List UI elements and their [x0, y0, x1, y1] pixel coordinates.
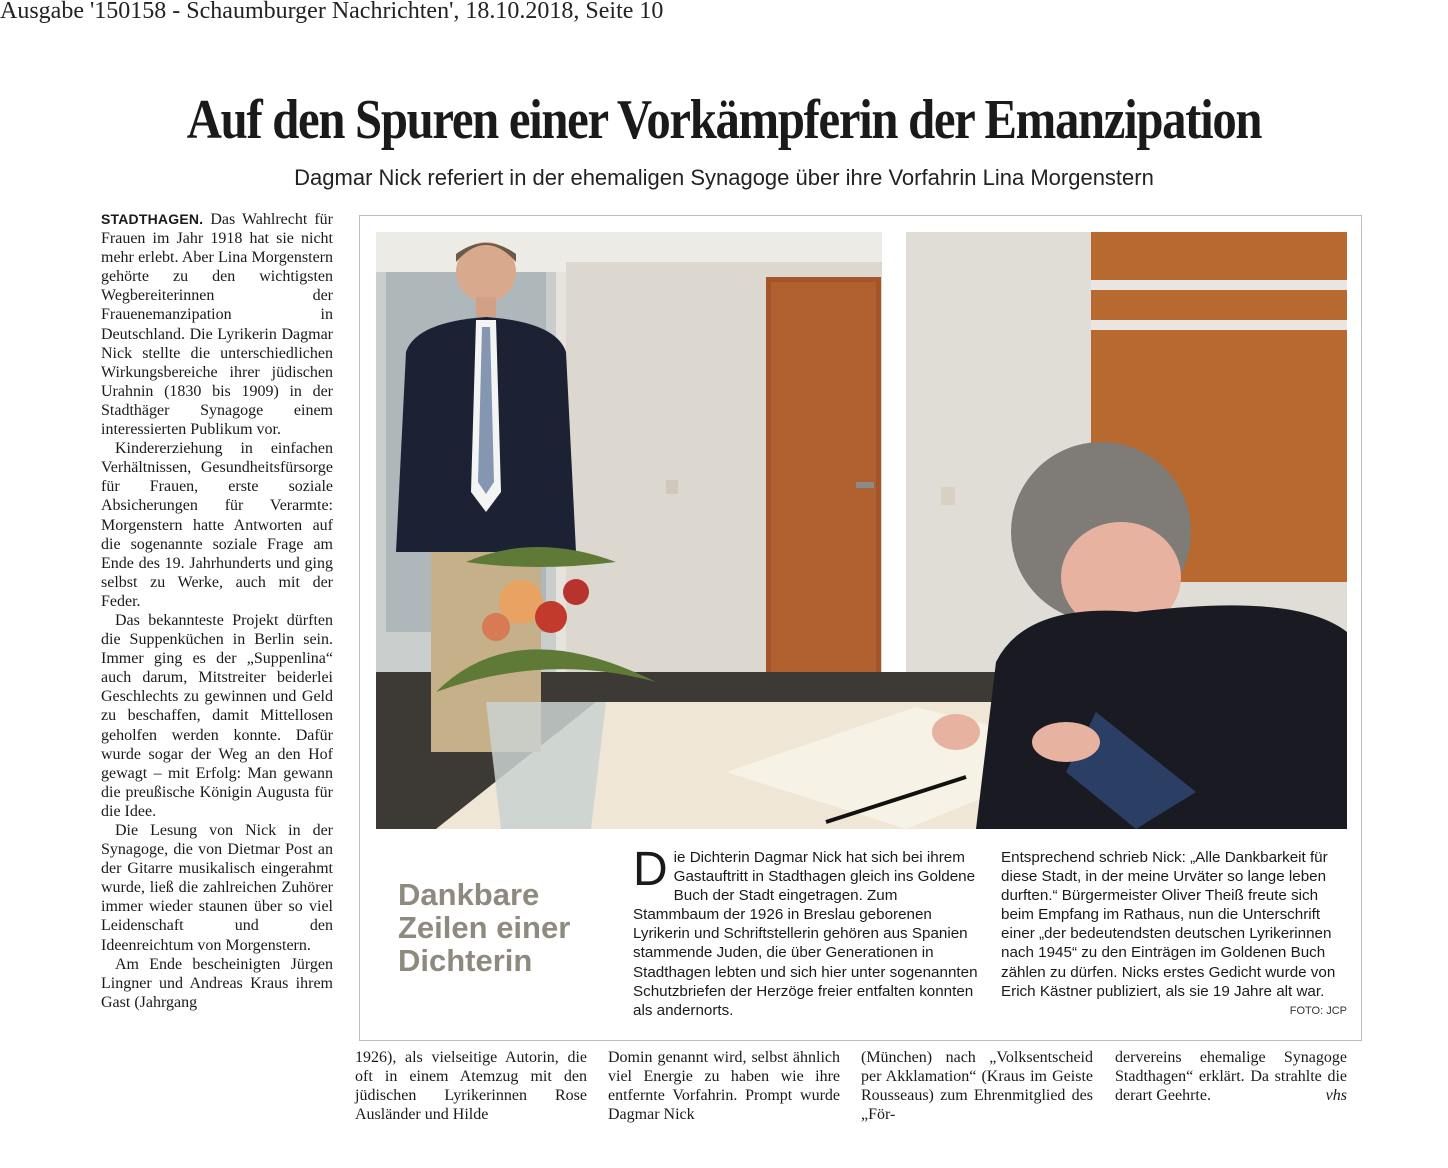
photo-kicker: Dankbare Zeilen einer Dichterin: [398, 877, 571, 978]
article-paragraph: (München) nach „Volksentscheid per Akklamation“ (Kraus im Geiste Rousseaus) zum Ehrenmitglied des „För-: [861, 1049, 1093, 1124]
dateline: STADTHAGEN.: [101, 211, 204, 227]
article-paragraph: Das bekannteste Projekt dürften die Suppenküchen in Berlin sein. Immer ging es der „Suppenlina“ auch darum, Mitstreiter beiderlei Geschlechts zu gewinnen und Geld zu beschaffen, damit Mittellosen geholfen werden konnte. Dafür wurde sogar der Weg an den Hof gewagt – mit Erfolg: Man gewann die preußische Königin Augusta für die Idee.: [101, 611, 333, 820]
article-column-3: [608, 1048, 840, 1124]
article-column-4: [861, 1048, 1093, 1124]
photo-caption-column-1: [633, 843, 980, 1020]
article-paragraph: dervereins ehemalige Synagoge Stadthagen“ erklärt. Da strahlte die derart Geehrte.: [1115, 1049, 1347, 1105]
article-paragraph: Die Lesung von Nick in der Synagoge, die von Dietmar Post an der Gitarre musikalisch eingerahmt wurde, ließ die zahlreichen Zuhörer immer wieder staunen über so viel Leidenschaft und den Ideenreichtum von Morgenstern.: [101, 822, 333, 954]
article-paragraph: 1926), als vielseitige Autorin, die oft in einem Atemzug mit den jüdischen Lyrikerinnen Rose Ausländer und Hilde: [355, 1049, 587, 1124]
edition-line: Ausgabe '150158 - Schaumburger Nachrichten', 18.10.2018, Seite 10: [0, 0, 664, 24]
article-photo: [376, 232, 1347, 829]
paragraph-text: Das Wahlrecht für Frauen im Jahr 1918 hat sie nicht mehr erlebt. Aber Lina Morgenstern gehörte zu den wichtigsten Wegbereiterinnen der Frauenemanzipation in Deutschland. Die Lyrikerin Dagmar Nick stellte die unterschiedlichen Wirkungsbereiche ihrer jüdischen Urahnin (1830 bis 1909) in der Stadthäger Synagoge einem interessierten Publikum vor.: [101, 211, 334, 439]
article-paragraph: Am Ende bescheinigten Jürgen Lingner und Andreas Kraus ihrem Gast (Jahrgang: [101, 955, 333, 1011]
subheadline: Dagmar Nick referiert in der ehemaligen Synagoge über ihre Vorfahrin Lina Morgenstern: [294, 165, 1154, 190]
author-signature: vhs: [1325, 1087, 1347, 1105]
article-column-1: [101, 210, 333, 1012]
article-paragraph: Domin genannt wird, selbst ähnlich viel Energie zu haben wie ihre entfernte Vorfahrin. Prompt wurde Dagmar Nick: [608, 1049, 840, 1124]
caption-text: ie Dichterin Dagmar Nick hat sich bei ihrem Gastauftritt in Stadthagen gleich ins Goldene Buch der Stadt eingetragen. Zum Stammbaum der 1926 in Breslau geborenen Lyrikerin und Schriftstellerin gehören aus Spanien stammende Juden, die über Generationen in Stadthagen lebten und sich hier unter sogenannten Schutzbriefen der Herzöge freier entfalten konnten als andernorts.: [633, 849, 978, 1019]
article-paragraph: [101, 210, 333, 439]
article-column-5: [1115, 1048, 1347, 1105]
article-column-2: [355, 1048, 587, 1124]
photo-caption-column-2: Entsprechend schrieb Nick: „Alle Dankbarkeit für diese Stadt, in der meine Urväter so lange leben durften.“ Bürgermeister Oliver Theiß freute sich beim Empfang im Rathaus, nun die Unterschrift einer „der bedeutendsten deutschen Lyrikerinnen nach 1945“ zu den Einträgen im Goldenen Buch zählen zu dürfen. Nicks erstes Gedicht wurde von Erich Kästner publiziert, als sie 19 Jahre alt war.: [1001, 849, 1336, 1000]
photo-credit: FOTO: JCP: [1289, 1005, 1347, 1017]
drop-cap: D: [633, 843, 668, 896]
article-paragraph: Kindererziehung in einfachen Verhältnissen, Gesundheitsfürsorge für Frauen, erste soziale Absicherungen für Verarmte: Morgenstern hatte Antworten auf die sogenannte soziale Frage am Ende des 19. Jahrhunderts und ging selbst zu Werke, auch mit der Feder.: [101, 440, 333, 610]
headline: Auf den Spuren einer Vorkämpferin der Emanzipation: [186, 89, 1262, 151]
